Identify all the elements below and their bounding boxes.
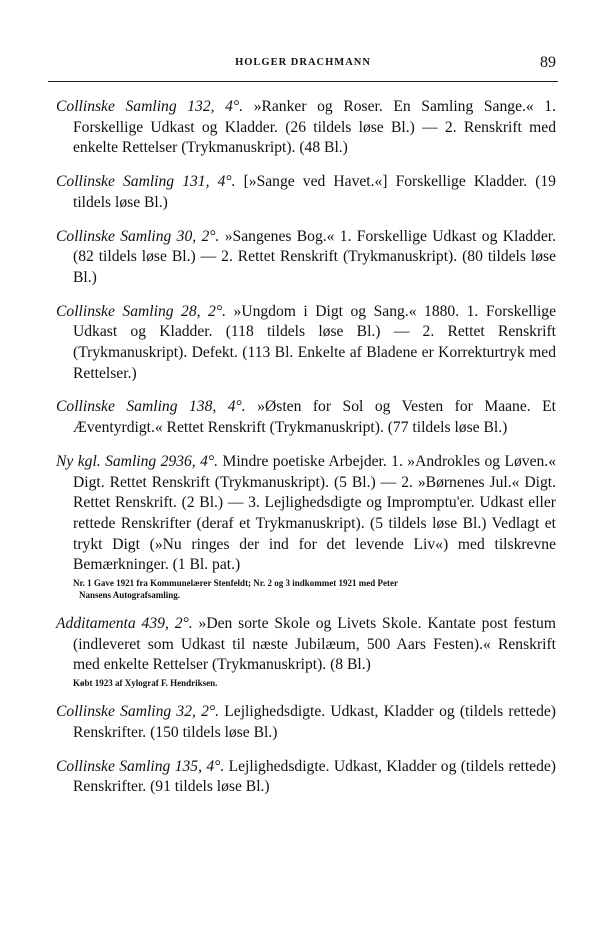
provenance-note-line: Købt 1923 af Xylograf F. Hendriksen. bbox=[73, 678, 218, 689]
entry-description: »Ranker og Roser. En Samling Sange.« 1. Forskellige Udkast og Kladder. (26 tildels løse Bl.) — 2. Renskrift med enkelte Rettelser (Trykmanuskript). (48 Bl.) bbox=[73, 98, 556, 157]
collection-reference: Collinske Samling 131, 4°. bbox=[56, 173, 236, 191]
collection-reference: Collinske Samling 138, 4°. bbox=[56, 398, 246, 416]
entry-description: [»Sange ved Havet.«] Forskellige Kladder. (19 tildels løse Bl.) bbox=[73, 173, 556, 211]
provenance-note bbox=[73, 677, 556, 689]
manuscript-entry bbox=[56, 172, 556, 213]
page-number: 89 bbox=[540, 54, 556, 71]
collection-reference: Ny kgl. Samling 2936, 4°. bbox=[56, 452, 219, 470]
manuscript-entry bbox=[56, 614, 556, 689]
provenance-note-continuation: Nansens Autografsamling. bbox=[79, 590, 181, 601]
provenance-note-line: Nr. 1 Gave 1921 fra Kommunelærer Stenfeldt; Nr. 2 og 3 indkommet 1921 med Peter bbox=[73, 578, 398, 589]
collection-reference: Collinske Samling 32, 2°. bbox=[56, 703, 220, 721]
entry-description: Lejlighedsdigte. Udkast, Kladder og (tildels rettede) Renskrifter. (91 tildels løse Bl.) bbox=[73, 757, 556, 796]
manuscript-entry bbox=[56, 97, 556, 159]
manuscript-list bbox=[56, 97, 556, 811]
collection-reference: Collinske Samling 135, 4°. bbox=[56, 757, 225, 775]
entry-description: »Ungdom i Digt og Sang.« 1880. 1. Forskellige Udkast og Kladder. (118 tildels løse Bl.) — 2. Rettet Renskrift (Trykmanuskript). Defekt. (113 Bl. Enkelte af Bladene er Korrekturtryk med Rettelser.) bbox=[73, 302, 556, 382]
entry-description: Lejlighedsdigte. Udkast, Kladder og (tildels rettede) Renskrifter. (150 tildels løse Bl.) bbox=[73, 703, 556, 741]
collection-reference: Collinske Samling 28, 2°. bbox=[56, 302, 226, 320]
entry-description: »Sangenes Bog.« 1. Forskellige Udkast og Kladder. (82 tildels løse Bl.) — 2. Rettet Renskrift (Trykmanuskript). (80 tildels løse Bl.) bbox=[73, 227, 556, 286]
manuscript-entry bbox=[56, 397, 556, 438]
manuscript-entry bbox=[56, 227, 556, 289]
manuscript-entry bbox=[56, 452, 556, 601]
collection-reference: Collinske Samling 30, 2°. bbox=[56, 227, 220, 245]
provenance-note bbox=[73, 577, 556, 601]
collection-reference: Additamenta 439, 2°. bbox=[56, 615, 193, 633]
running-title: HOLGER DRACHMANN bbox=[235, 57, 371, 68]
manuscript-entry bbox=[56, 302, 556, 385]
entry-description: »Østen for Sol og Vesten for Maane. Et Æventyrdigt.« Rettet Renskrift (Trykmanuskript). (77 tildels løse Bl.) bbox=[73, 398, 557, 437]
manuscript-entry bbox=[56, 757, 556, 798]
entry-description: »Den sorte Skole og Livets Skole. Kantate post festum (indleveret som Udkast til næste Jubilæum, 500 Aars Festen).« Renskrift med enkelte Rettelser (Trykmanuskript). (8 Bl.) bbox=[73, 615, 556, 674]
manuscript-entry bbox=[56, 702, 556, 743]
page-header bbox=[48, 55, 558, 82]
collection-reference: Collinske Samling 132, 4°. bbox=[56, 98, 244, 115]
entry-description: Mindre poetiske Arbejder. 1. »Androkles og Løven.« Digt. Rettet Renskrift (Trykmanuskript). (5 Bl.) — 2. »Børnenes Jul.« Digt. Rettet Renskrift. (2 Bl.) — 3. Lejlighedsdigte og Impromptu'er. Udkast eller rettede Renskrifter (deraf et Trykmanuskript). (5 tildels løse Bl.) Vedlagt et trykt Digt (»Nu ringes der ind for det levende Liv«) med tilskrevne Bemærkninger. (1 Bl. pat.) bbox=[73, 452, 556, 574]
